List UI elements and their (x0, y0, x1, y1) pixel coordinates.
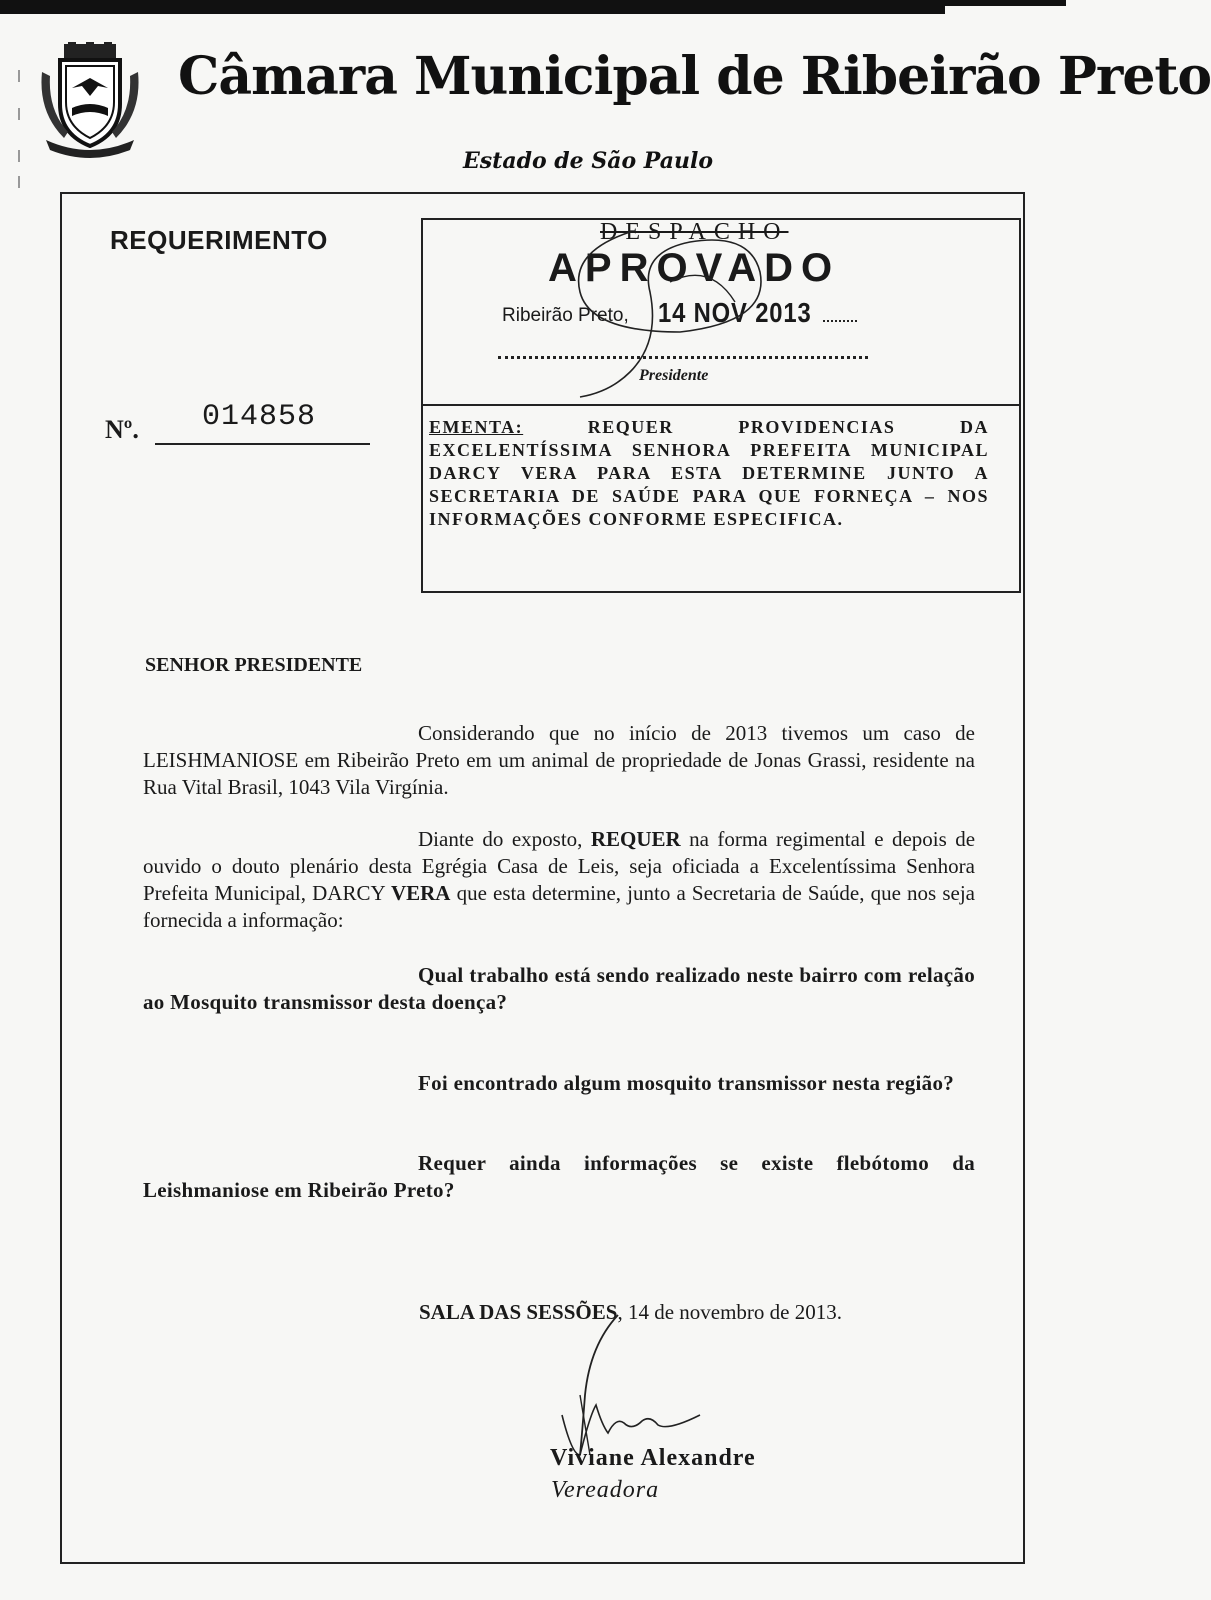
ementa-summary (429, 416, 989, 531)
paragraph2-start: Diante do exposto, (418, 827, 583, 851)
scan-edge-mark (18, 176, 20, 188)
signer-role: Vereadora (551, 1477, 660, 1503)
despacho-divider (421, 404, 1021, 406)
paragraph2-end: que esta determine, junto a Secretaria de Saúde, que nos seja fornecida a informação: (143, 881, 975, 932)
session-place: SALA DAS SESSÕES (419, 1300, 618, 1324)
stamp-city-label: Ribeirão Preto, (502, 305, 629, 326)
scan-edge-mark (18, 150, 20, 162)
scan-edge-mark (18, 108, 20, 120)
stamp-signature-label: Presidente (639, 367, 709, 384)
request-label: REQUERIMENTO (110, 225, 328, 255)
request-number: 014858 (202, 400, 317, 434)
ementa-text: REQUER PROVIDENCIAS DA EXCELENTÍSSIMA SENHORA PREFEITA MUNICIPAL DARCY VERA PARA ESTA DETERMINE JUNTO A SECRETARIA DE SAÚDE PARA QUE FORNEÇA – NOS INFORMAÇÕES CONFORME ESPECIFICA. (429, 417, 990, 529)
question-1: Qual trabalho está sendo realizado neste bairro com relação ao Mosquito transmissor desta doença? (143, 963, 975, 1014)
institution-subtitle: Estado de São Paulo (463, 148, 714, 174)
scan-top-border (0, 0, 1066, 14)
request-number-prefix: Nº. (105, 415, 139, 444)
ementa-label: EMENTA: (429, 417, 524, 437)
municipal-coat-of-arms-icon (38, 42, 142, 158)
body-paragraph-2 (143, 826, 975, 934)
session-date: , 14 de novembro de 2013. (617, 1300, 842, 1324)
stamp-date-dots (823, 300, 857, 322)
paragraph2-requer: REQUER (590, 827, 681, 851)
question-2: Foi encontrado algum mosquito transmissor nesta região? (418, 1071, 955, 1095)
signer-signature-icon (550, 1305, 780, 1465)
signer-name: Viviane Alexandre (550, 1445, 756, 1471)
paragraph2-middle: na forma regimental e depois de ouvido o douto plenário desta Egrégia Casa de Leis, seja oficiada a Excelentíssima Senhora Prefeita Municipal, DARCY (143, 827, 976, 905)
question-3: Requer ainda informações se existe flebótomo da Leishmaniose em Ribeirão Preto? (143, 1151, 975, 1202)
paragraph2-vera: VERA (390, 881, 451, 905)
institution-title: Câmara Municipal de Ribeirão Preto (178, 46, 1211, 107)
approval-stamp: APROVADO (548, 246, 841, 290)
request-number-underline (155, 443, 370, 445)
body-paragraph-1: Considerando que no início de 2013 tivemos um caso de LEISHMANIOSE em Ribeirão Preto em um animal de propriedade de Jonas Grassi, residente na Rua Vital Brasil, 1043 Vila Virgínia. (143, 721, 975, 799)
stamp-date: 14 NOV 2013 (658, 297, 812, 328)
scan-top-border-gap (945, 6, 1066, 14)
despacho-title: DESPACHO (600, 219, 789, 245)
scan-edge-mark (18, 70, 20, 82)
salutation: SENHOR PRESIDENTE (145, 654, 363, 676)
president-signature-icon (560, 222, 810, 402)
